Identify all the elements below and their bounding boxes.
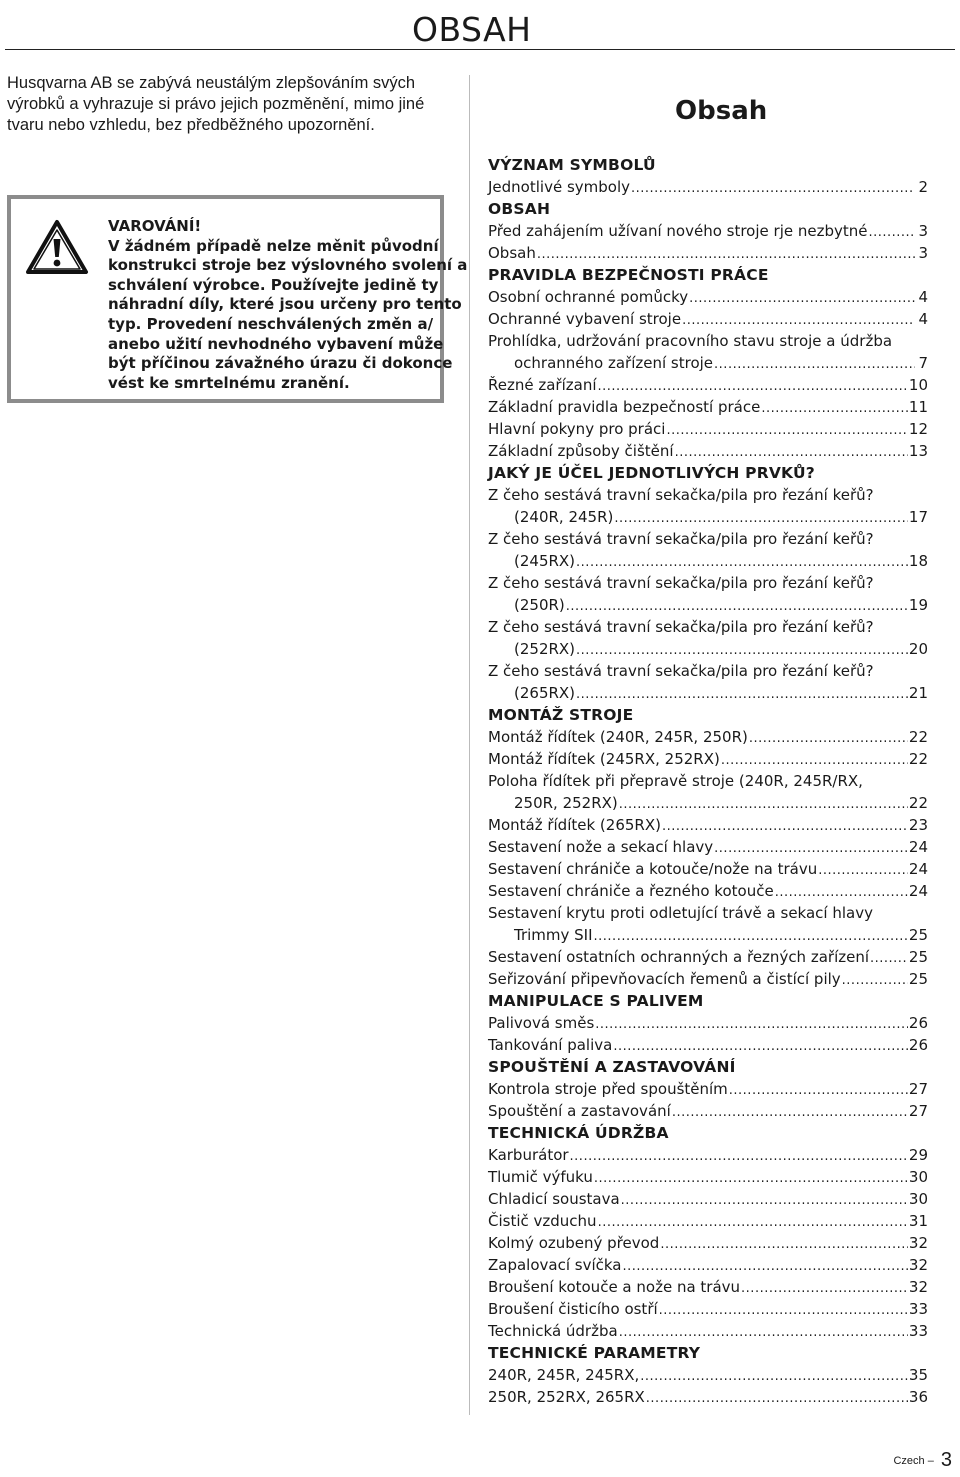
- toc-leader-dots: [595, 1014, 908, 1036]
- toc-entry: [488, 374, 928, 396]
- toc-entry-label: Před zahájením užívaní nového stroje rje nezbytné: [488, 222, 868, 240]
- toc-entry-line: Z čeho sestává travní sekačka/pila pro řezání keřů?: [488, 574, 874, 592]
- toc-page-number: 10: [908, 376, 928, 394]
- toc-leader-dots: [614, 508, 908, 530]
- toc-entry-line: Z čeho sestává travní sekačka/pila pro řezání keřů?: [488, 530, 874, 548]
- toc-entry: [488, 594, 928, 616]
- toc-entry-label: Řezné zařízaní: [488, 376, 597, 394]
- toc-entry: [488, 286, 928, 308]
- toc-page-number: 32: [908, 1234, 928, 1252]
- toc-page-number: 22: [908, 794, 928, 812]
- toc-entry-label: Seřizování připevňovacích řemenů a čistící pily: [488, 970, 841, 988]
- toc-entry: [488, 726, 928, 748]
- toc-entry-label: Sestavení chrániče a kotouče/nože na trávu: [488, 860, 818, 878]
- toc-entry: [488, 440, 928, 462]
- warning-line: V žádném případě nelze měnit původní: [108, 236, 439, 255]
- toc-leader-dots: [662, 816, 908, 838]
- toc-leader-dots: [675, 442, 908, 464]
- toc-entry-label: Jednotlivé symboly: [488, 178, 630, 196]
- toc-leader-dots: [570, 1146, 908, 1168]
- toc-page-number: 26: [908, 1014, 928, 1032]
- toc-page-number: 19: [908, 596, 928, 614]
- toc-leader-dots: [689, 288, 915, 310]
- toc-section-heading: PRAVIDLA BEZPEČNOSTI PRÁCE: [488, 266, 769, 284]
- toc-entry: [488, 1144, 928, 1166]
- toc-heading: Obsah: [675, 96, 768, 126]
- toc-entry-label: Základní způsoby čištění: [488, 442, 674, 460]
- toc-entry: [488, 638, 928, 660]
- toc-page-number: 32: [908, 1278, 928, 1296]
- toc-leader-dots: [566, 596, 908, 618]
- toc-entry: [488, 1386, 928, 1408]
- toc-page-number: 12: [908, 420, 928, 438]
- toc-entry: [488, 1188, 928, 1210]
- toc-page-number: 33: [908, 1300, 928, 1318]
- toc-page-number: 26: [908, 1036, 928, 1054]
- warning-line: být příčinou závažného úrazu či dokonce: [108, 354, 453, 373]
- toc-leader-dots: [598, 1212, 908, 1234]
- toc-entry: [488, 1276, 928, 1298]
- toc-page-number: 11: [908, 398, 928, 416]
- toc-entry-label: 250R, 252RX): [514, 794, 618, 812]
- toc-leader-dots: [646, 1388, 908, 1410]
- toc-leader-dots: [640, 1366, 908, 1388]
- toc-entry-label: Osobní ochranné pomůcky: [488, 288, 689, 306]
- toc-entry: [488, 1298, 928, 1320]
- toc-entry-label: Broušení kotouče a nože na trávu: [488, 1278, 741, 1296]
- toc-page-number: 22: [908, 750, 928, 768]
- toc-entry-line: Z čeho sestává travní sekačka/pila pro řezání keřů?: [488, 662, 874, 680]
- toc-page-number: 22: [908, 728, 928, 746]
- toc-page-number: 3: [918, 244, 928, 262]
- toc-page-number: 36: [908, 1388, 928, 1406]
- toc-entry: [488, 946, 928, 968]
- toc-entry-label: Kolmý ozubený převod: [488, 1234, 660, 1252]
- toc-leader-dots: [749, 728, 908, 750]
- toc-page-number: 17: [908, 508, 928, 526]
- toc-entry-label: Ochranné vybavení stroje: [488, 310, 682, 328]
- toc-leader-dots: [576, 640, 908, 662]
- toc-section-heading: SPOUŠTĚNÍ A ZASTAVOVÁNÍ: [488, 1058, 736, 1076]
- toc-page-number: 7: [918, 354, 928, 372]
- toc-leader-dots: [594, 926, 908, 948]
- toc-leader-dots: [619, 794, 908, 816]
- warning-line: náhradní díly, které jsou určeny pro tento: [108, 295, 462, 314]
- toc-entry: [488, 1166, 928, 1188]
- toc-leader-dots: [623, 1256, 908, 1278]
- toc-entry: [488, 968, 928, 990]
- toc-page-number: 25: [908, 926, 928, 944]
- toc-page-number: 27: [908, 1102, 928, 1120]
- toc-page-number: 31: [908, 1212, 928, 1230]
- warning-triangle-icon: [25, 219, 89, 275]
- toc-leader-dots: [868, 222, 915, 244]
- toc-page-number: 21: [908, 684, 928, 702]
- toc-entry-label: Trimmy SII: [514, 926, 593, 944]
- toc-entry: [488, 1034, 928, 1056]
- warning-title: VAROVÁNÍ!: [108, 217, 202, 235]
- toc-entry-label: Montáž řídítek (245RX, 252RX): [488, 750, 720, 768]
- toc-page-number: 32: [908, 1256, 928, 1274]
- intro-paragraph: [7, 73, 457, 136]
- toc-page-number: 30: [908, 1168, 928, 1186]
- intro-line: tvaru nebo vzhledu, bez předběžného upozornění.: [7, 116, 375, 134]
- intro-line: Husqvarna AB se zabývá neustálým zlepšováním svých: [7, 74, 416, 92]
- toc-leader-dots: [672, 1102, 908, 1124]
- toc-entry: [488, 176, 928, 198]
- toc-entry: [488, 550, 928, 572]
- toc-entry: [488, 1012, 928, 1034]
- toc-entry: [488, 220, 928, 242]
- toc-page-number: 29: [908, 1146, 928, 1164]
- toc-entry: [488, 924, 928, 946]
- toc-page-number: 24: [908, 860, 928, 878]
- toc-entry: [488, 792, 928, 814]
- toc-entry: [488, 1232, 928, 1254]
- toc-entry-label: (250R): [514, 596, 565, 614]
- toc-page-number: 24: [908, 882, 928, 900]
- page-header-title: OBSAH: [412, 10, 532, 49]
- toc-section-heading: JAKÝ JE ÚČEL JEDNOTLIVÝCH PRVKŮ?: [488, 464, 815, 482]
- toc-entry-label: Tankování paliva: [488, 1036, 613, 1054]
- toc-entry: [488, 748, 928, 770]
- toc-section-heading: MANIPULACE S PALIVEM: [488, 992, 704, 1010]
- toc-entry: [488, 1100, 928, 1122]
- toc-entry: [488, 858, 928, 880]
- toc-entry: [488, 1364, 928, 1386]
- footer-language: Czech: [893, 1455, 925, 1467]
- warning-line: anebo užití nevhodného vybavení může: [108, 334, 444, 353]
- toc-entry-label: Karburátor: [488, 1146, 569, 1164]
- toc-page-number: 27: [908, 1080, 928, 1098]
- toc-entry-label: Základní pravidla bezpečností práce: [488, 398, 761, 416]
- toc-leader-dots: [721, 750, 908, 772]
- toc-entry-label: Zapalovací svíčka: [488, 1256, 622, 1274]
- toc-leader-dots: [659, 1300, 908, 1322]
- toc-entry-label: 240R, 245R, 245RX,: [488, 1366, 640, 1384]
- toc-leader-dots: [598, 376, 908, 398]
- toc-leader-dots: [613, 1036, 908, 1058]
- toc-entry-line: Sestavení krytu proti odletující trávě a sekací hlavy: [488, 904, 873, 922]
- toc-leader-dots: [621, 1190, 908, 1212]
- toc-leader-dots: [714, 354, 915, 376]
- toc-entry-label: Broušení čisticího ostří: [488, 1300, 658, 1318]
- warning-line: konstrukci stroje bez výslovného svolení a: [108, 256, 468, 275]
- toc-page-number: 24: [908, 838, 928, 856]
- toc-section-heading: MONTÁŽ STROJE: [488, 706, 634, 724]
- toc-leader-dots: [537, 244, 915, 266]
- toc-entry-label: Technická údržba: [488, 1322, 618, 1340]
- warning-text: [108, 217, 468, 393]
- toc-entry-label: Chladicí soustava: [488, 1190, 620, 1208]
- toc-entry-label: Hlavní pokyny pro práci: [488, 420, 666, 438]
- toc-section-heading: OBSAH: [488, 200, 551, 218]
- toc-entry-label: Spouštění a zastavování: [488, 1102, 671, 1120]
- toc-entry-label: (252RX): [514, 640, 576, 658]
- toc-entry: [488, 814, 928, 836]
- toc-entry-line: Z čeho sestává travní sekačka/pila pro řezání keřů?: [488, 486, 874, 504]
- toc-entry: [488, 836, 928, 858]
- toc-entry: [488, 682, 928, 704]
- toc-entry-label: Obsah: [488, 244, 536, 262]
- toc-leader-dots: [842, 970, 908, 992]
- toc-leader-dots: [666, 420, 907, 442]
- warning-box: [7, 195, 468, 403]
- toc-entry-label: (245RX): [514, 552, 576, 570]
- toc-entry-label: Montáž řídítek (265RX): [488, 816, 661, 834]
- toc-entry: [488, 418, 928, 440]
- toc-leader-dots: [576, 684, 908, 706]
- toc-leader-dots: [714, 838, 908, 860]
- toc-entry-line: Prohlídka, udržování pracovního stavu stroje a údržba: [488, 332, 893, 350]
- toc-entry: [488, 1320, 928, 1342]
- toc-page-number: 2: [918, 178, 928, 196]
- toc-entry-label: (265RX): [514, 684, 576, 702]
- toc-leader-dots: [594, 1168, 908, 1190]
- toc-section-heading: TECHNICKÉ PARAMETRY: [488, 1344, 701, 1362]
- column-divider: [469, 75, 470, 1415]
- toc-entry-label: Sestavení chrániče a řezného kotouče: [488, 882, 774, 900]
- toc-entry-label: 250R, 252RX, 265RX: [488, 1388, 645, 1406]
- toc-leader-dots: [870, 948, 908, 970]
- toc-entry: [488, 1210, 928, 1232]
- toc-entry-label: Čistič vzduchu: [488, 1212, 597, 1230]
- toc-page-number: 25: [908, 970, 928, 988]
- page-footer: [893, 1449, 952, 1472]
- toc-leader-dots: [818, 860, 908, 882]
- toc-section-heading: VÝZNAM SYMBOLŮ: [488, 156, 656, 174]
- toc-page-number: 33: [908, 1322, 928, 1340]
- toc-page-number: 35: [908, 1366, 928, 1384]
- toc-entry: [488, 396, 928, 418]
- toc-page-number: 4: [918, 288, 928, 306]
- toc-page-number: 25: [908, 948, 928, 966]
- toc-leader-dots: [576, 552, 908, 574]
- toc-page-number: 3: [918, 222, 928, 240]
- toc-section-heading: TECHNICKÁ ÚDRŽBA: [488, 1124, 669, 1142]
- toc-entry-label: Kontrola stroje před spouštěním: [488, 1080, 728, 1098]
- warning-line: typ. Provedení neschválených změn a/: [108, 314, 434, 333]
- footer-page-number: 3: [940, 1449, 952, 1471]
- header-rule: [5, 49, 955, 50]
- toc-page-number: 30: [908, 1190, 928, 1208]
- toc-page-number: 13: [908, 442, 928, 460]
- toc-page-number: 18: [908, 552, 928, 570]
- warning-line: schválení výrobce. Používejte jedině ty: [108, 275, 439, 294]
- footer-dash: –: [927, 1455, 934, 1467]
- toc-leader-dots: [729, 1080, 908, 1102]
- toc-leader-dots: [619, 1322, 908, 1344]
- toc-leader-dots: [631, 178, 915, 200]
- toc-page-number: 4: [918, 310, 928, 328]
- toc-entry-label: (240R, 245R): [514, 508, 614, 526]
- toc-entry: [488, 242, 928, 264]
- toc-entry: [488, 1078, 928, 1100]
- toc-entry: [488, 308, 928, 330]
- intro-line: výrobků a vyhrazuje si právo jejich pozměnění, mimo jiné: [7, 95, 425, 113]
- toc-leader-dots: [761, 398, 908, 420]
- toc-entry-line: Poloha řídítek při přepravě stroje (240R, 245R/RX,: [488, 772, 863, 790]
- toc-leader-dots: [660, 1234, 908, 1256]
- toc-entry-label: ochranného zařízení stroje: [514, 354, 714, 372]
- toc-page-number: 20: [908, 640, 928, 658]
- toc-leader-dots: [682, 310, 915, 332]
- toc-entry: [488, 506, 928, 528]
- toc-entry-label: Palivová směs: [488, 1014, 595, 1032]
- table-of-contents: [488, 154, 928, 1408]
- toc-entry-label: Sestavení ostatních ochranných a řezných zařízení: [488, 948, 870, 966]
- toc-page-number: 23: [908, 816, 928, 834]
- toc-entry-label: Montáž řídítek (240R, 245R, 250R): [488, 728, 748, 746]
- toc-leader-dots: [775, 882, 908, 904]
- toc-entry: [488, 880, 928, 902]
- toc-leader-dots: [741, 1278, 908, 1300]
- warning-line: vést ke smrtelnému zranění.: [108, 373, 350, 392]
- toc-entry-line: Z čeho sestává travní sekačka/pila pro řezání keřů?: [488, 618, 874, 636]
- toc-entry-label: Sestavení nože a sekací hlavy: [488, 838, 714, 856]
- toc-entry-label: Tlumič výfuku: [488, 1168, 593, 1186]
- toc-entry: [488, 352, 928, 374]
- toc-entry: [488, 1254, 928, 1276]
